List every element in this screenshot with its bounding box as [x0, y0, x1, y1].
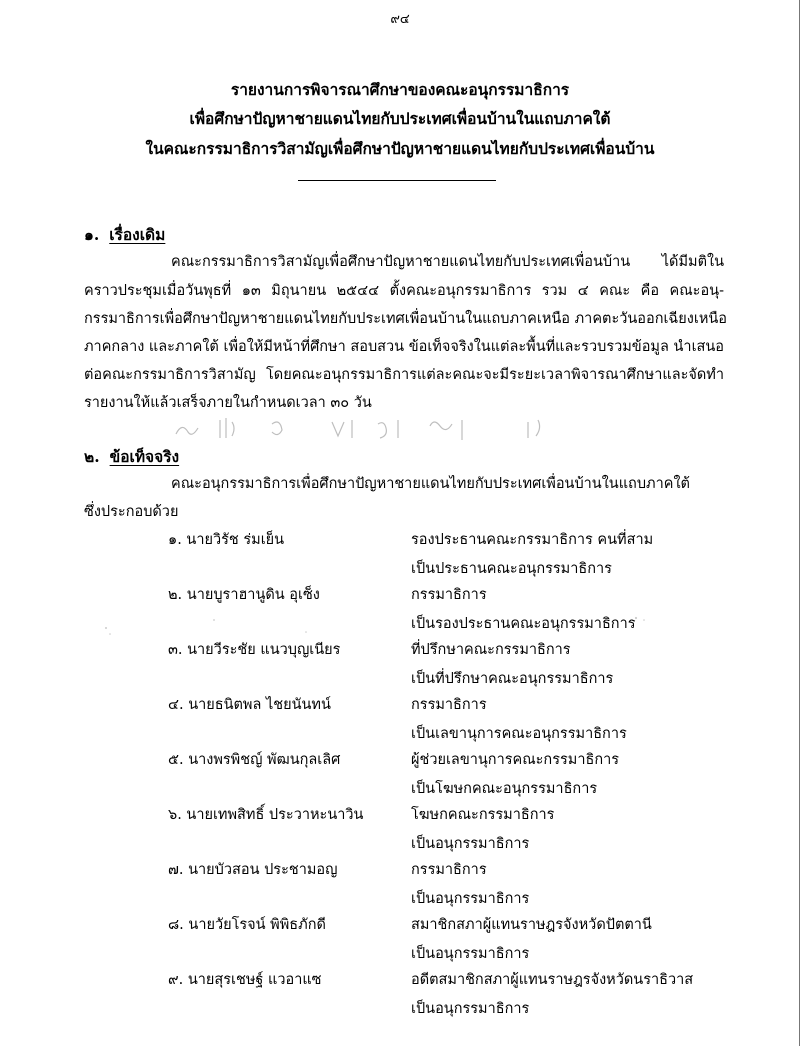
member-committee-role: เป็นอนุกรรมาธิการ — [411, 946, 530, 962]
section-1-title: เรื่องเดิม — [109, 225, 166, 244]
section-1-heading — [84, 222, 165, 247]
member-position: รองประธานคณะกรรมาธิการ คนที่สาม — [411, 532, 654, 548]
member-position: โฆษกคณะกรรมาธิการ — [411, 807, 555, 823]
section-1-line: กรรมาธิการเพื่อศึกษาปัญหาชายแดนไทยกับประเทศเพื่อนบ้านในแถบภาคเหนือ ภาคตะวันออกเฉียงเหนือ — [84, 311, 728, 327]
member-row — [0, 638, 800, 698]
member-position: อดีตสมาชิกสภาผู้แทนราษฎรจังหวัดนราธิวาส — [411, 972, 694, 988]
page-number: ๙๔ — [390, 12, 410, 27]
member-name: ๘. นายวัยโรจน์ พิพิธภักดี — [168, 917, 326, 933]
member-name: ๒. นายบูราฮานูดิน อุเซ็ง — [168, 587, 320, 603]
member-name: ๔. นายธนิตพล ไชยนันทน์ — [168, 697, 331, 713]
member-position: ผู้ช่วยเลขานุการคณะกรรมาธิการ — [411, 752, 620, 768]
member-row — [0, 693, 800, 753]
report-title-line-2: เพื่อศึกษาปัญหาชายแดนไทยกับประเทศเพื่อนบ้านในแถบภาคใต้ — [189, 109, 611, 128]
member-committee-role: เป็นที่ปรึกษาคณะอนุกรรมาธิการ — [411, 671, 614, 687]
scan-artifact — [172, 414, 562, 442]
member-position: กรรมาธิการ — [411, 587, 487, 603]
member-row — [0, 913, 800, 973]
member-position: สมาชิกสภาผู้แทนราษฎรจังหวัดปัตตานี — [411, 917, 652, 933]
member-position: ที่ปรึกษาคณะกรรมาธิการ — [411, 642, 571, 658]
member-position: กรรมาธิการ — [411, 862, 487, 878]
member-committee-role: เป็นรองประธานคณะอนุกรรมาธิการ — [411, 616, 636, 632]
member-committee-role: เป็นโฆษกคณะอนุกรรมาธิการ — [411, 781, 598, 797]
section-2-title: ข้อเท็จจริง — [109, 447, 180, 466]
member-name: ๓. นายวีระชัย แนวบุญเนียร — [168, 642, 341, 658]
member-position: กรรมาธิการ — [411, 697, 487, 713]
section-2-number: ๒. — [84, 447, 100, 466]
member-name: ๗. นายบัวสอน ประชามอญ — [168, 862, 338, 878]
member-row — [0, 803, 800, 863]
report-title-line-1: รายงานการพิจารณาศึกษาของคณะอนุกรรมาธิการ — [230, 80, 570, 99]
member-committee-role: เป็นอนุกรรมาธิการ — [411, 891, 530, 907]
member-row — [0, 968, 800, 1028]
section-1-line: คราวประชุมเมื่อวันพุธที่ ๑๓ มิถุนายน ๒๕๔๔ ตั้งคณะอนุกรรมาธิการ รวม ๔ คณะ คือ คณะอนุ- — [84, 283, 724, 299]
member-name: ๑. นายวิรัช ร่มเย็น — [168, 532, 285, 548]
section-2-heading — [84, 444, 179, 469]
section-2-line: คณะอนุกรรมาธิการเพื่อศึกษาปัญหาชายแดนไทยกับประเทศเพื่อนบ้านในแถบภาคใต้ — [171, 476, 690, 492]
member-row — [0, 583, 800, 643]
member-name: ๙. นายสุรเชษฐ์ แวอาแซ — [168, 972, 322, 988]
title-divider — [298, 180, 496, 181]
member-committee-role: เป็นอนุกรรมาธิการ — [411, 836, 530, 852]
member-name: ๕. นางพรพิชญ์ พัฒนกุลเลิศ — [168, 752, 341, 768]
section-2-line: ซึ่งประกอบด้วย — [84, 504, 179, 520]
section-1-line: คณะกรรมาธิการวิสามัญเพื่อศึกษาปัญหาชายแดนไทยกับประเทศเพื่อนบ้าน ได้มีมติใน — [171, 254, 724, 270]
member-row — [0, 858, 800, 918]
report-title-line-3: ในคณะกรรมาธิการวิสามัญเพื่อศึกษาปัญหาชายแดนไทยกับประเทศเพื่อนบ้าน — [145, 139, 655, 158]
section-1-line: ภาคกลาง และภาคใต้ เพื่อให้มีหน้าที่ศึกษา สอบสวน ข้อเท็จจริงในแต่ละพื้นที่และรวบรวมข้อมูล นำเสนอ — [84, 339, 724, 355]
member-committee-role: เป็นอนุกรรมาธิการ — [411, 1001, 530, 1017]
section-1-number: ๑. — [84, 225, 100, 244]
section-1-line: รายงานให้แล้วเสร็จภายในกำหนดเวลา ๓๐ วัน — [84, 395, 372, 411]
section-1-line: ต่อคณะกรรมาธิการวิสามัญ โดยคณะอนุกรรมาธิการแต่ละคณะจะมีระยะเวลาพิจารณาศึกษาและจัดทำ — [84, 367, 724, 383]
member-committee-role: เป็นประธานคณะอนุกรรมาธิการ — [411, 561, 612, 577]
member-committee-role: เป็นเลขานุการคณะอนุกรรมาธิการ — [411, 726, 627, 742]
member-row — [0, 528, 800, 588]
member-row — [0, 748, 800, 808]
member-name: ๖. นายเทพสิทธิ์ ประวาหะนาวิน — [168, 807, 364, 823]
